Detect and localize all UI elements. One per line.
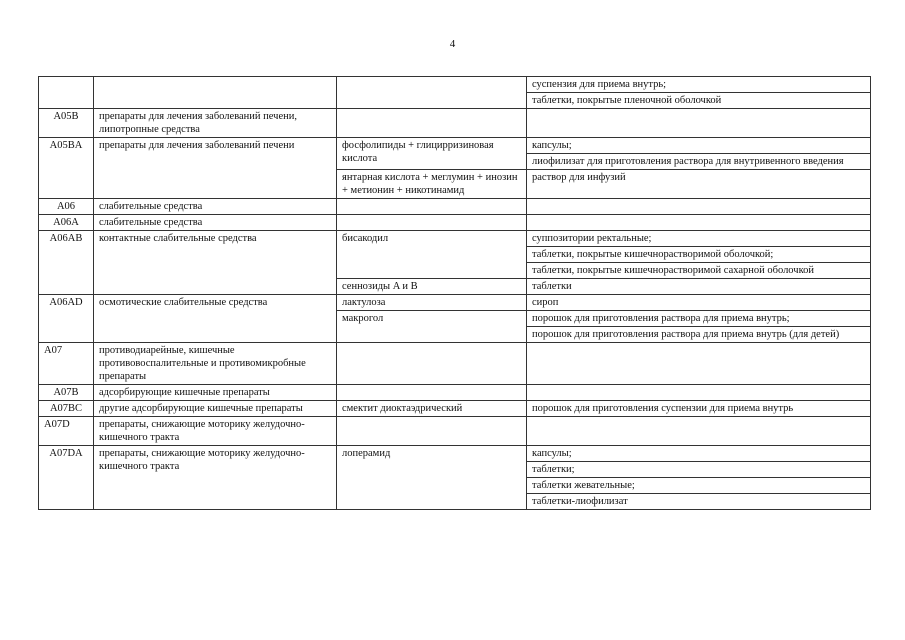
atc-group-cell: противодиарейные, кишечные противовоспалительные и противомикробные препараты <box>94 343 337 385</box>
dosage-form-item: суппозитории ректальные; <box>527 231 870 247</box>
drug-classification-table <box>38 76 871 510</box>
drug-name-cell: сеннозиды A и B <box>337 279 527 295</box>
drug-name-cell: фосфолипиды + глицирризиновая кислота <box>337 138 527 170</box>
atc-group-cell: слабительные средства <box>94 199 337 215</box>
dosage-form-item: таблетки-лиофилизат <box>532 496 628 507</box>
table-row <box>39 77 871 109</box>
dosage-form-item: порошок для приготовления раствора для приема внутрь; <box>527 311 870 327</box>
atc-group-cell: осмотические слабительные средства <box>94 295 337 343</box>
dosage-form-item: капсулы; <box>527 138 870 154</box>
dosage-forms-cell <box>527 138 871 170</box>
atc-code-cell: A06 <box>39 199 94 215</box>
atc-code-cell: A07BC <box>39 401 94 417</box>
atc-group-cell: препараты, снижающие моторику желудочно-кишечного тракта <box>94 446 337 510</box>
atc-code-cell: A05B <box>39 109 94 138</box>
table-row <box>39 401 871 417</box>
table-row <box>39 109 871 138</box>
table-row <box>39 138 871 170</box>
atc-code-cell: A06A <box>39 215 94 231</box>
dosage-forms-cell <box>527 311 871 343</box>
dosage-form-item: капсулы; <box>527 446 870 462</box>
atc-code-cell: A05BA <box>39 138 94 199</box>
drug-name-cell <box>337 199 527 215</box>
dosage-form-item: суспензия для приема внутрь; <box>527 77 870 93</box>
atc-code-cell: A07B <box>39 385 94 401</box>
atc-group-cell: другие адсорбирующие кишечные препараты <box>94 401 337 417</box>
dosage-forms-cell <box>527 343 871 385</box>
drug-name-cell <box>337 109 527 138</box>
atc-code-cell <box>39 77 94 109</box>
dosage-forms-cell <box>527 279 871 295</box>
drug-name-cell: лактулоза <box>337 295 527 311</box>
drug-name-cell <box>337 343 527 385</box>
dosage-form-item: лиофилизат для приготовления раствора для внутривенного введения <box>532 156 844 167</box>
dosage-form-item: раствор для инфузий <box>532 172 626 183</box>
dosage-form-item: таблетки, покрытые пленочной оболочкой <box>532 95 722 106</box>
dosage-forms-cell <box>527 385 871 401</box>
dosage-form-item <box>527 343 870 358</box>
dosage-forms-cell <box>527 170 871 199</box>
drug-name-cell <box>337 385 527 401</box>
drug-name-cell: янтарная кислота + меглумин + инозин + метионин + никотинамид <box>337 170 527 199</box>
atc-group-cell: препараты для лечения заболеваний печени <box>94 138 337 199</box>
dosage-forms-cell <box>527 199 871 215</box>
drug-name-cell <box>337 77 527 109</box>
dosage-forms-cell <box>527 109 871 138</box>
table-row <box>39 215 871 231</box>
dosage-form-item: порошок для приготовления суспензии для приема внутрь <box>532 403 794 414</box>
atc-group-cell: препараты для лечения заболеваний печени, липотропные средства <box>94 109 337 138</box>
table-row <box>39 343 871 385</box>
table-row <box>39 231 871 279</box>
drug-name-cell <box>337 417 527 446</box>
dosage-form-item <box>527 417 870 432</box>
atc-group-cell: препараты, снижающие моторику желудочно-кишечного тракта <box>94 417 337 446</box>
dosage-forms-cell <box>527 215 871 231</box>
dosage-form-item: таблетки, покрытые кишечнорастворимой сахарной оболочкой <box>532 265 815 276</box>
dosage-form-item: таблетки, покрытые кишечнорастворимой оболочкой; <box>527 247 870 263</box>
atc-group-cell <box>94 77 337 109</box>
atc-code-cell: A06AB <box>39 231 94 295</box>
atc-code-cell: A07 <box>39 343 94 385</box>
page-number: 4 <box>449 38 456 50</box>
dosage-forms-cell <box>527 77 871 109</box>
dosage-form-item: таблетки жевательные; <box>527 478 870 494</box>
dosage-forms-cell <box>527 446 871 510</box>
drug-name-cell: лоперамид <box>337 446 527 510</box>
atc-group-cell: слабительные средства <box>94 215 337 231</box>
dosage-forms-cell <box>527 401 871 417</box>
dosage-forms-cell <box>527 231 871 279</box>
atc-code-cell: A06AD <box>39 295 94 343</box>
table-body <box>39 77 871 510</box>
dosage-form-item: таблетки; <box>527 462 870 478</box>
drug-name-cell: бисакодил <box>337 231 527 279</box>
atc-group-cell: адсорбирующие кишечные препараты <box>94 385 337 401</box>
dosage-form-item <box>527 199 870 214</box>
table-row <box>39 385 871 401</box>
atc-code-cell: A07D <box>39 417 94 446</box>
dosage-form-item <box>527 109 870 124</box>
table-row <box>39 199 871 215</box>
atc-code-cell: A07DA <box>39 446 94 510</box>
dosage-forms-cell <box>527 295 871 311</box>
drug-name-cell <box>337 215 527 231</box>
table-row <box>39 295 871 311</box>
dosage-form-item: таблетки <box>532 281 572 292</box>
table-row <box>39 446 871 510</box>
dosage-form-item <box>527 215 870 230</box>
dosage-form-item <box>527 385 870 400</box>
atc-group-cell: контактные слабительные средства <box>94 231 337 295</box>
dosage-form-item: сироп <box>532 297 559 308</box>
dosage-forms-cell <box>527 417 871 446</box>
drug-name-cell: макрогол <box>337 311 527 343</box>
drug-name-cell: смектит диоктаэдрический <box>337 401 527 417</box>
table-row <box>39 417 871 446</box>
dosage-form-item: порошок для приготовления раствора для приема внутрь (для детей) <box>532 329 840 340</box>
